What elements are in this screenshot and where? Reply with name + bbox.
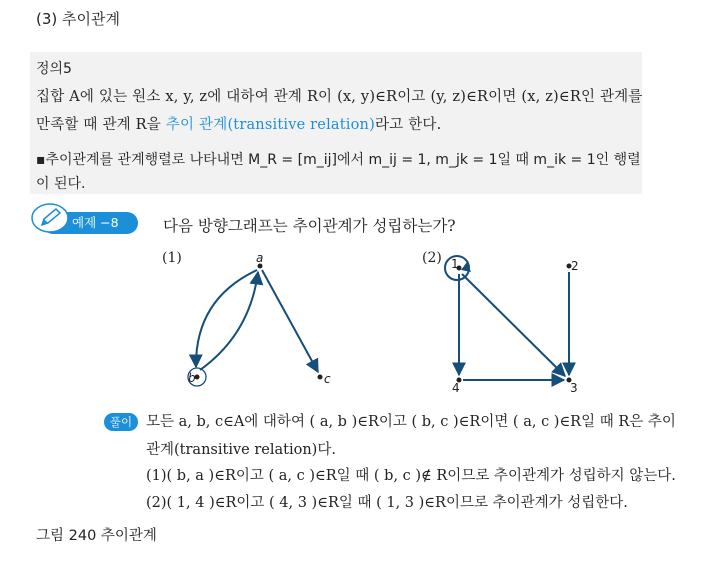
node-b-label: b: [188, 371, 196, 385]
directed-graphs: [140, 244, 620, 394]
solution-line-3: (1)( b, a )∈R이고 ( a, c )∈R일 때 ( b, c )∉ R이므로 추이관계가 성립하지 않는다.: [146, 468, 676, 484]
definition-title: 정의5: [36, 61, 72, 77]
definition-line-1: 집합 A에 있는 원소 x, y, z에 대하여 관계 R이 (x, y)∈R이고 (y, z)∈R이면 (x, z)∈R인 관계를: [36, 89, 643, 105]
node-c-label: c: [324, 372, 331, 386]
solution-badge: 풀이: [104, 413, 138, 431]
graph-1-label: (1): [162, 250, 182, 266]
solution-line-1: 모든 a, b, c∈A에 대하여 ( a, b )∈R이고 ( b, c )∈R이면 ( a, c )∈R일 때 R은 추이: [146, 414, 676, 430]
definition-line-2-end: 라고 한다.: [374, 117, 442, 133]
node-1-label: 1: [451, 257, 459, 271]
figure-caption: 그림 240 추이관계: [36, 528, 157, 544]
section-heading: (3) 추이관계: [36, 10, 120, 28]
matrix-note-line-1: ▪추이관계를 관계행렬로 나타내면 M_R = [m_ij]에서 m_ij = 1, m_jk = 1일 때 m_ik = 1인 행렬: [36, 152, 641, 168]
node-4-label: 4: [452, 381, 460, 394]
solution-line-2: 관계(transitive relation)다.: [146, 442, 336, 458]
example-question: 다음 방향그래프는 추이관계가 성립하는가?: [163, 217, 456, 235]
node-a-label: a: [256, 251, 264, 265]
pencil-icon: [30, 201, 70, 235]
graph-2-label: (2): [422, 250, 442, 266]
definition-line-2-start: 만족할 때 관계 R을: [36, 117, 166, 133]
solution-line-4: (2)( 1, 4 )∈R이고 ( 4, 3 )∈R일 때 ( 1, 3 )∈R이므로 추이관계가 성립한다.: [146, 495, 628, 511]
definition-line-2: [36, 113, 441, 134]
transitive-relation-term: 추이 관계(transitive relation): [165, 117, 375, 133]
edge-a-c: [262, 270, 318, 372]
example-badge: 예제 −8: [42, 212, 138, 234]
node-2-label: 2: [571, 259, 579, 273]
edge-1-3: [462, 274, 565, 376]
matrix-note-line-2: 이 된다.: [36, 176, 86, 192]
node-3-label: 3: [570, 381, 578, 394]
node-c: [318, 375, 323, 380]
edge-a-b: [196, 270, 257, 367]
